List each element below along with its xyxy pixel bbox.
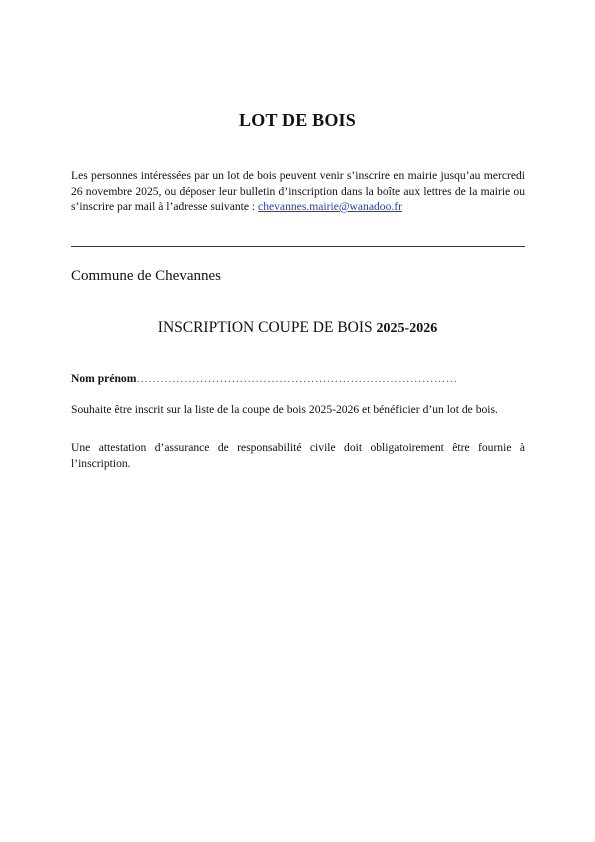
insurance-paragraph: Une attestation d’assurance de responsabilité civile doit obligatoirement être fournie à l’inscription. xyxy=(71,441,525,470)
name-field xyxy=(71,372,458,385)
commune-heading: Commune de Chevannes xyxy=(71,268,221,284)
name-field-label: Nom prénom xyxy=(71,372,137,385)
email-link[interactable]: chevannes.mairie@wanadoo.fr xyxy=(258,200,402,213)
intro-text: Les personnes intéressées par un lot de bois peuvent venir s’inscrire en mairie jusqu’au mercredi 26 novembre 2025, ou déposer leur bulletin d’inscription dans la boîte aux lettres de la mairie ou s’inscrire par mail à l’adresse suivante : xyxy=(71,169,525,213)
name-field-dots: ……………………………………………………………………… xyxy=(136,372,458,385)
section-divider xyxy=(71,246,525,247)
inscription-paragraph: Souhaite être inscrit sur la liste de la coupe de bois 2025-2026 et bénéficier d’un lot de bois. xyxy=(71,403,498,416)
page-title: LOT DE BOIS xyxy=(239,110,356,130)
intro-paragraph xyxy=(71,168,525,215)
form-title-years: 2025-2026 xyxy=(376,321,438,336)
form-title xyxy=(0,319,595,337)
form-title-main: INSCRIPTION COUPE DE BOIS xyxy=(157,319,377,336)
